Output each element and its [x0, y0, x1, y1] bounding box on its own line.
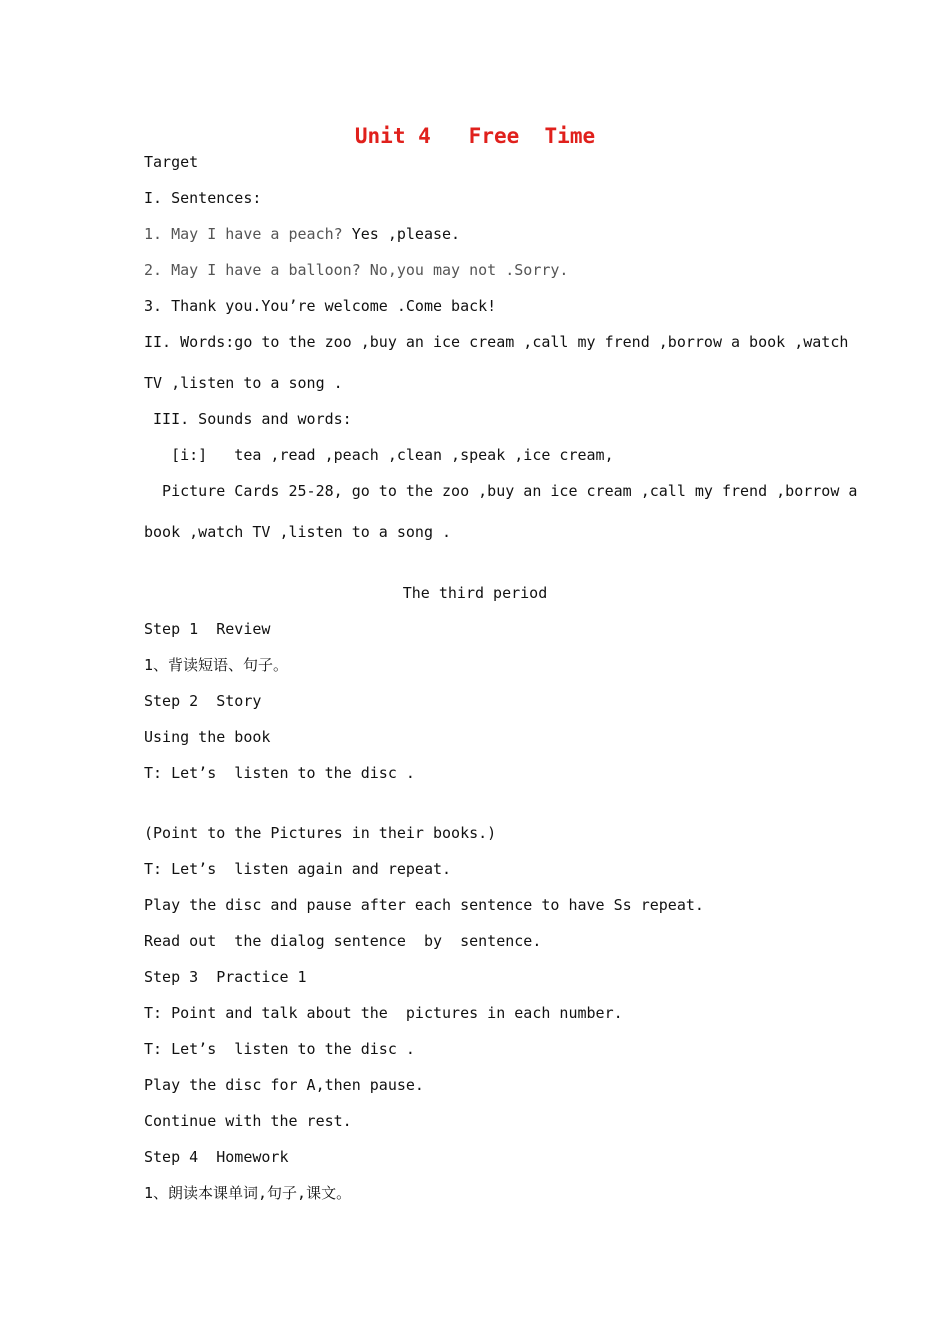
- sentence-1: [144, 224, 460, 244]
- continue-rest: Continue with the rest.: [144, 1112, 352, 1130]
- teacher-listen-1: T: Let’s listen to the disc .: [144, 764, 415, 782]
- teacher-point-talk: T: Point and talk about the pictures in each number.: [144, 1004, 623, 1022]
- page-title: Unit 4 Free Time: [354, 124, 596, 148]
- step-2-heading: Step 2 Story: [144, 692, 262, 710]
- sounds-heading: III. Sounds and words:: [144, 410, 352, 428]
- sentences-heading: I. Sentences:: [144, 189, 262, 207]
- step-1-item: 1、背读短语、句子。: [144, 656, 289, 674]
- period-heading: The third period: [402, 584, 548, 602]
- phonetic-line: [i:] tea ,read ,peach ,clean ,speak ,ice cream,: [144, 446, 614, 464]
- point-pictures: (Point to the Pictures in their books.): [144, 824, 497, 842]
- sentence-1-answer: Yes ,please.: [342, 225, 461, 243]
- teacher-listen-2: T: Let’s listen to the disc .: [144, 1040, 415, 1058]
- target-label: Target: [144, 153, 199, 171]
- words-line-2: TV ,listen to a song .: [144, 374, 343, 392]
- words-line-1: II. Words:go to the zoo ,buy an ice cream ,call my frend ,borrow a book ,watch: [144, 333, 849, 351]
- play-and-pause: Play the disc and pause after each sentence to have Ss repeat.: [144, 896, 704, 914]
- teacher-listen-again: T: Let’s listen again and repeat.: [144, 860, 452, 878]
- read-out: Read out the dialog sentence by sentence.: [144, 932, 542, 950]
- using-book: Using the book: [144, 728, 271, 746]
- play-for-a: Play the disc for A,then pause.: [144, 1076, 424, 1094]
- step-4-heading: Step 4 Homework: [144, 1148, 289, 1166]
- step-3-heading: Step 3 Practice 1: [144, 968, 307, 986]
- step-4-item: 1、朗读本课单词,句子,课文。: [144, 1184, 352, 1202]
- sentence-1-question: 1. May I have a peach?: [144, 225, 343, 243]
- sentence-3: 3. Thank you.You’re welcome .Come back!: [144, 297, 497, 315]
- step-1-heading: Step 1 Review: [144, 620, 271, 638]
- sentence-2: 2. May I have a balloon? No,you may not .Sorry.: [144, 261, 569, 279]
- picture-cards-line-1: Picture Cards 25-28, go to the zoo ,buy an ice cream ,call my frend ,borrow a: [144, 482, 858, 500]
- picture-cards-line-2: book ,watch TV ,listen to a song .: [144, 523, 452, 541]
